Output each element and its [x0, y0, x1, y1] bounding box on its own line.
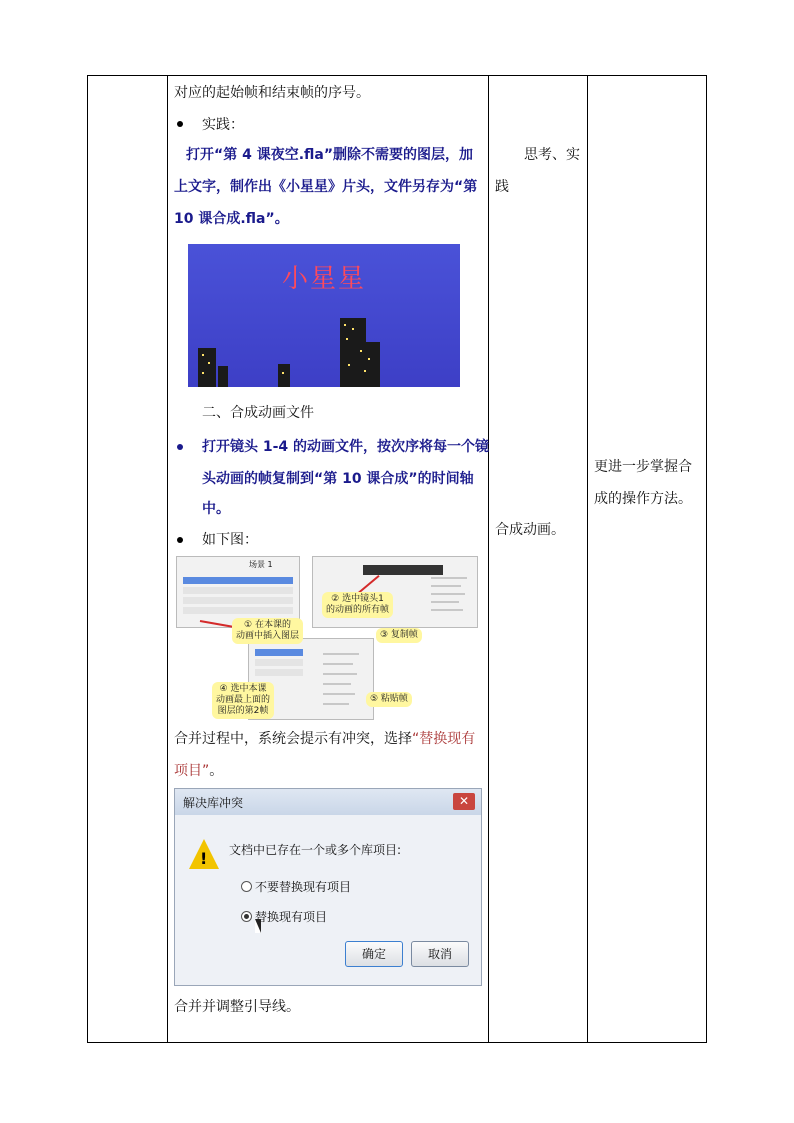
layer-row	[255, 669, 303, 676]
callout-text: ② 选中镜头1	[331, 594, 384, 604]
callout-text: 的动画的所有帧	[326, 605, 390, 615]
option-replace-label: 替换现有项目	[255, 910, 328, 924]
open-text-2: 头动画的帧复制到“第 10 课合成”的时间轴	[202, 471, 474, 487]
open-text-3: 中。	[202, 501, 230, 517]
option-keep-label: 不要替换现有项目	[255, 880, 352, 894]
callout-select-second-frame	[212, 682, 274, 719]
warning-exclamation-icon: !	[200, 849, 208, 868]
think-practice-1: 思考、实	[524, 147, 580, 163]
as-below-text: 如下图：	[202, 532, 258, 548]
menu-line	[431, 601, 459, 603]
ok-button[interactable]: 确定	[345, 941, 403, 967]
menu-line	[323, 683, 351, 685]
window	[364, 370, 366, 372]
merge-text-2	[174, 762, 223, 780]
callout-copy-frames: ③ 复制帧	[376, 628, 422, 643]
dialog-title-bar	[175, 789, 481, 815]
callout-select-frames	[322, 592, 393, 618]
table-col-border-5	[706, 75, 707, 1043]
window	[348, 364, 350, 366]
layer-row	[183, 597, 293, 604]
menu-line	[323, 653, 359, 655]
layer-row	[255, 649, 303, 656]
menu-line	[431, 593, 465, 595]
bullet-practice	[177, 121, 183, 127]
table-col-border-2	[167, 75, 168, 1043]
table-col-border-4	[587, 75, 588, 1043]
window	[282, 372, 284, 374]
cursor-arrow-icon	[255, 919, 261, 933]
merge-text-plain: 合并过程中，系统会提示有冲突，选择	[174, 731, 412, 747]
bullet-open	[177, 444, 183, 450]
cancel-button[interactable]: 取消	[411, 941, 469, 967]
merge-text-highlight: 项目”	[174, 763, 210, 779]
dialog-title: 解决库冲突	[183, 796, 244, 810]
menu-line	[431, 609, 463, 611]
callout-text: 图层的第2帧	[217, 706, 269, 716]
building	[218, 366, 228, 387]
open-text-1: 打开镜头 1-4 的动画文件，按次序将每一个镜	[202, 439, 490, 455]
layer-row	[255, 659, 303, 666]
layer-row	[183, 587, 293, 594]
night-sky-image	[188, 244, 460, 387]
window	[202, 354, 204, 356]
menu-line	[431, 577, 467, 579]
window	[368, 358, 370, 360]
practice-text-1: 打开“第 4 课夜空.fla”删除不需要的图层，加	[186, 147, 474, 163]
building	[278, 364, 290, 387]
window	[352, 328, 354, 330]
bullet-as-below	[177, 537, 183, 543]
window	[344, 324, 346, 326]
radio-keep-existing[interactable]	[241, 881, 252, 892]
menu-line	[323, 693, 355, 695]
dialog-message: 文档中已存在一个或多个库项目:	[229, 843, 402, 857]
text-line-frames: 对应的起始帧和结束帧的序号。	[174, 85, 370, 101]
layer-row	[183, 607, 293, 614]
close-icon[interactable]: ✕	[453, 793, 475, 810]
goal-text-1: 更进一步掌握合	[594, 459, 692, 475]
scene-label: 场景 1	[249, 560, 273, 569]
goal-text-2: 成的操作方法。	[594, 491, 692, 507]
adjust-guide-text: 合并并调整引导线。	[174, 999, 300, 1015]
practice-text-2: 上文字，制作出《小星星》片头，文件另存为“第	[174, 179, 478, 195]
callout-text: ① 在本课的	[244, 620, 291, 630]
table-col-border-3	[488, 75, 489, 1043]
think-practice-2: 践	[495, 179, 509, 195]
callout-text: ④ 选中本课	[219, 684, 267, 694]
practice-text-3: 10 课合成.fla”。	[174, 211, 289, 227]
table-bottom-border	[87, 1042, 707, 1043]
table-top-border	[87, 75, 707, 76]
window	[208, 362, 210, 364]
radio-replace-existing[interactable]	[241, 911, 252, 922]
merge-text-highlight: “替换现有	[412, 731, 476, 747]
layer-row	[183, 577, 293, 584]
menu-line	[323, 703, 349, 705]
merge-text-plain: 。	[209, 763, 224, 779]
callout-paste-frames: ⑤ 粘贴帧	[366, 692, 412, 707]
callout-text: 动画最上面的	[216, 695, 271, 705]
section-heading-compose: 二、合成动画文件	[202, 405, 314, 421]
window	[346, 338, 348, 340]
menu-line	[323, 663, 353, 665]
sky-title: 小星星	[281, 264, 366, 294]
practice-label: 实践：	[202, 117, 244, 133]
menu-line	[431, 585, 461, 587]
building	[198, 348, 216, 387]
resolve-library-conflict-dialog	[174, 788, 482, 986]
frames-strip	[363, 565, 443, 575]
callout-text: 动画中插入图层	[236, 631, 300, 641]
menu-line	[323, 673, 357, 675]
merge-text-1	[174, 730, 475, 748]
callout-insert-layer	[232, 618, 303, 644]
building	[356, 342, 380, 387]
window	[202, 372, 204, 374]
compose-animation-text: 合成动画。	[495, 522, 565, 538]
window	[360, 350, 362, 352]
table-col-border-1	[87, 75, 88, 1043]
